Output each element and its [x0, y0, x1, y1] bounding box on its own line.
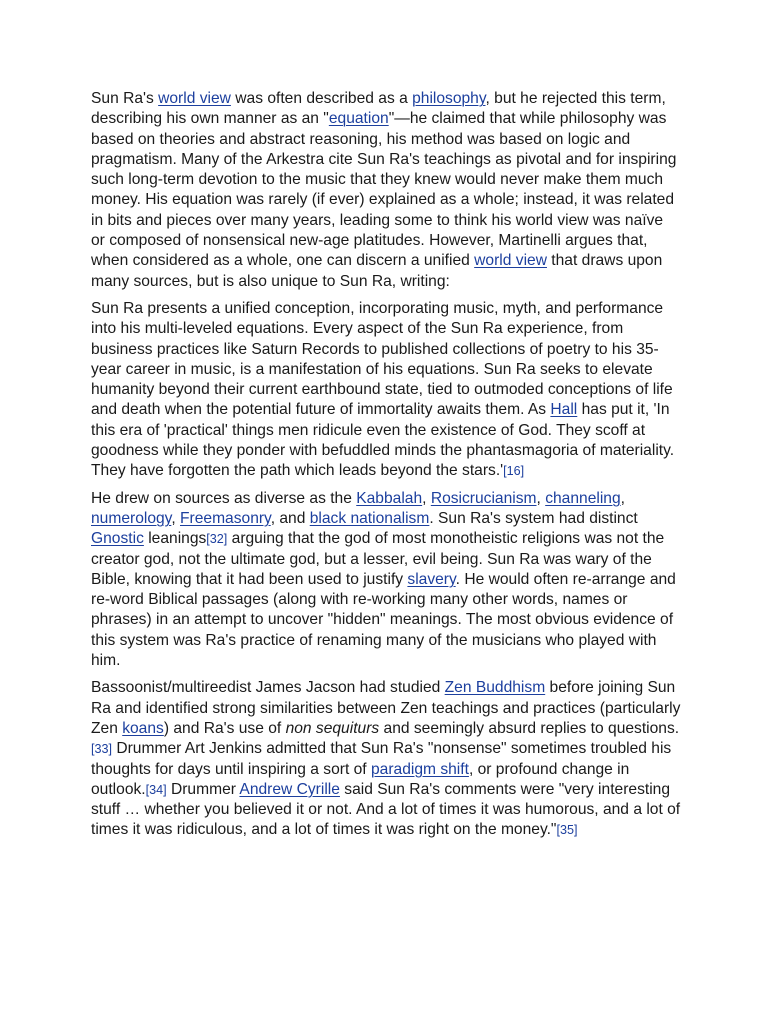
- link-equation[interactable]: equation: [328, 110, 389, 128]
- link-zen-buddhism[interactable]: Zen Buddhism: [444, 679, 546, 697]
- paragraph-sources: [91, 489, 681, 672]
- link-slavery[interactable]: slavery: [407, 570, 456, 588]
- link-hall[interactable]: Hall: [550, 401, 578, 419]
- paragraph-world-view: [91, 89, 681, 292]
- link-world-view-2[interactable]: world view: [474, 252, 547, 270]
- article-body: [91, 89, 681, 848]
- text-span: . He would often re-arrange and re-word Biblical passages (along with re-working many other words, names or phrases) in an attempt to uncover "hidden" meanings. The most obvious evidence of this system was Ra's practice of renaming many of the musicians who played with him.: [91, 570, 676, 670]
- text-span: was often described as a: [230, 90, 413, 107]
- link-philosophy[interactable]: philosophy: [412, 90, 486, 107]
- text-span: He drew on sources as diverse as the: [91, 489, 357, 507]
- text-span: leanings: [143, 530, 207, 548]
- text-span: ,: [171, 509, 180, 527]
- link-paradigm-shift[interactable]: paradigm shift: [370, 760, 469, 778]
- emphasis-non-sequiturs: non sequiturs: [285, 719, 380, 737]
- link-freemasonry[interactable]: Freemasonry: [180, 509, 271, 527]
- paragraph-zen: [91, 678, 681, 840]
- link-rosicrucianism[interactable]: Rosicrucianism: [430, 489, 537, 507]
- link-kabbalah[interactable]: Kabbalah: [356, 489, 423, 507]
- text-span: said Sun Ra's comments were "very interesting stuff … whether you believed it or not. And a lot of times it was humorous, and a lot of times it was ridiculous, and a lot of times it was right on the money.": [91, 780, 681, 839]
- text-span: and seemingly absurd replies to questions.: [379, 719, 680, 737]
- paragraph-martinelli-quote: [91, 299, 681, 482]
- text-span: ,: [620, 489, 625, 507]
- text-span: , and: [270, 509, 310, 527]
- citation-32[interactable]: [32]: [206, 532, 228, 547]
- citation-35[interactable]: [35]: [556, 823, 578, 838]
- text-span: , or profound change in outlook.: [91, 760, 630, 798]
- citation-16[interactable]: [16]: [503, 464, 525, 479]
- text-span: ,: [536, 489, 546, 507]
- text-span: "—he claimed that while philosophy was based on theories and abstract reasoning, his method was based on logic and pragmatism. Many of the Arkestra cite Sun Ra's teachings as pivotal and for inspiring such long-term devotion to the music that they knew would never make them much money. His equation was rarely (if ever) explained as a whole; instead, it was related in bits and pieces over many years, leading some to think his world view was naïve or composed of nonsensical new-age platitudes. However, Martinelli argues that, when considered as a whole, one can discern a unified: [91, 110, 677, 270]
- text-span: has put it, 'In this era of 'practical' things men ridicule even the existence of God. They scoff at goodness while they ponder with befuddled minds the phantasmagoria of materiality. They have forgotten the path which leads beyond the stars.': [91, 401, 675, 480]
- text-span: arguing that the god of most monotheistic religions was not the creator god, not the ultimate god, but a lesser, evil being. Sun Ra was wary of the Bible, knowing that it had been used to justify: [91, 530, 665, 588]
- citation-34[interactable]: [34]: [145, 782, 167, 797]
- text-span: before joining Sun Ra and identified strong similarities between Zen teachings and practices (particularly Zen: [91, 679, 681, 737]
- text-span: . Sun Ra's system had distinct: [429, 509, 638, 527]
- text-span: Sun Ra's: [91, 90, 159, 107]
- text-span: , but he rejected this term, describing his own manner as an ": [91, 90, 666, 128]
- text-span: Sun Ra presents a unified conception, incorporating music, myth, and performance into his multi-leveled equations. Every aspect of the Sun Ra experience, from business practices like Saturn Records to published collections of poetry to his 35-year career in music, is a manifestation of his equations. Sun Ra seeks to elevate humanity beyond their current earthbound state, tied to outmoded conceptions of life and death when the potential future of immortality awaits them. As: [91, 299, 673, 419]
- text-span: Drummer: [166, 780, 240, 798]
- citation-33[interactable]: [33]: [91, 742, 113, 757]
- text-span: that draws upon many sources, but is also unique to Sun Ra, writing:: [91, 252, 663, 290]
- link-channeling[interactable]: channeling: [545, 489, 621, 507]
- link-black-nationalism[interactable]: black nationalism: [309, 509, 430, 527]
- text-span: Drummer Art Jenkins admitted that Sun Ra's "nonsense" sometimes troubled his thoughts for days until inspiring a sort of: [91, 740, 672, 778]
- text-span: Bassoonist/multireedist James Jacson had studied: [91, 679, 445, 697]
- link-world-view[interactable]: world view: [158, 90, 231, 107]
- text-span: ) and Ra's use of: [163, 719, 286, 737]
- link-andrew-cyrille[interactable]: Andrew Cyrille: [239, 780, 340, 798]
- link-koans[interactable]: koans: [122, 719, 164, 737]
- link-gnostic[interactable]: Gnostic: [91, 530, 144, 548]
- text-span: ,: [422, 489, 431, 507]
- link-numerology[interactable]: numerology: [91, 509, 172, 527]
